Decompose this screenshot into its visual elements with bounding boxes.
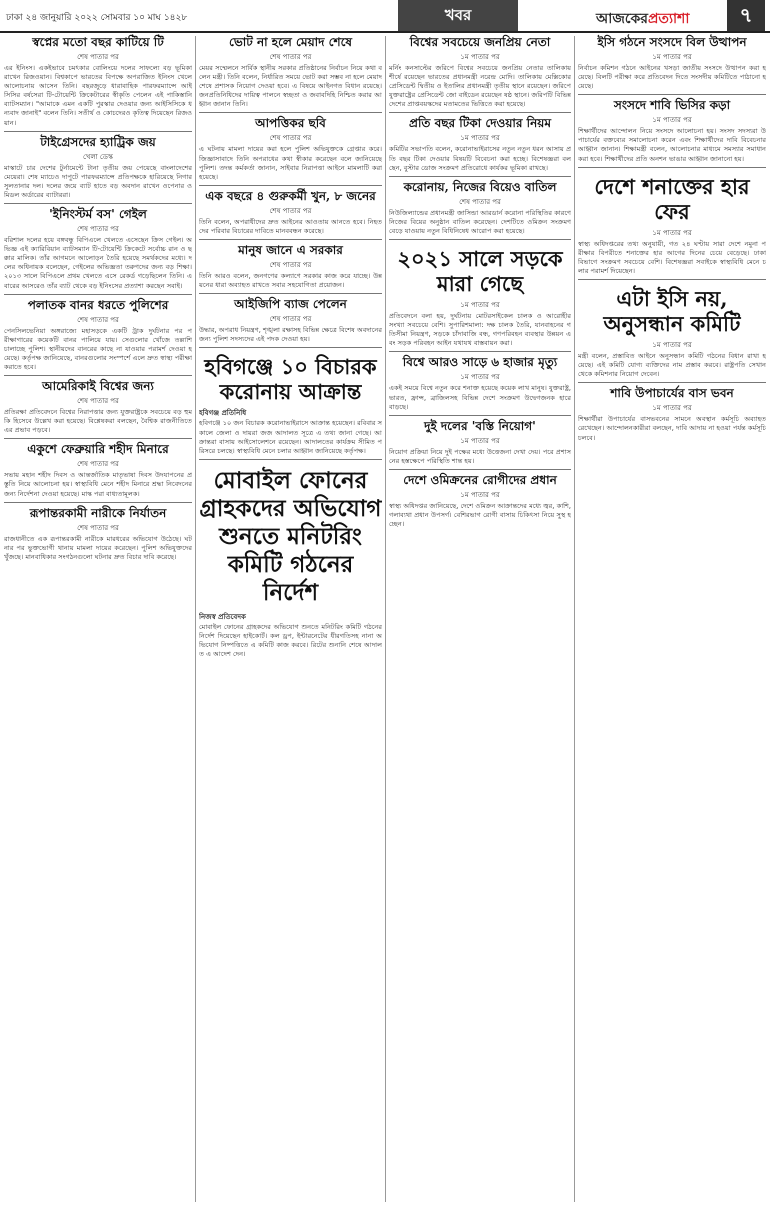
article (389, 176, 571, 236)
article-body: প্রতিরক্ষা প্রতিবেদনে বিশ্বের নিরাপত্তার জন্য যুক্তরাষ্ট্রকে সবচেয়ে বড় হুমকি হিসেবে উল্লেখ করা হয়েছে। বিশ্লেষকরা বলছেন, বৈশ্বিক রাজনীতিতে এর প্রভাব পড়বে। (4, 408, 192, 435)
article (199, 293, 382, 344)
continuation-note: ১ম পাতার পর (652, 404, 692, 413)
article-body: তিনি বলেন, অপরাধীদের দ্রুত আইনের আওতায় আনতে হবে। নিহতদের পরিবার বিচারের দাবিতে মানববন্ধন করেছে। (199, 217, 382, 235)
continuation-note: শেষ পাতার পর (269, 206, 312, 215)
article-body: নিয়োগ প্রক্রিয়া নিয়ে দুই পক্ষের মধ্যে উত্তেজনা দেখা দেয়। পরে প্রশাসনের হস্তক্ষেপে পরিস্থিতি শান্ত হয়। (389, 447, 571, 465)
article-headline: বিশ্বের সবচেয়ে জনপ্রিয় নেতা (409, 35, 551, 49)
column-divider (574, 36, 575, 1202)
article-headline: টাইগ্রেসদের হ্যাট্রিক জয় (40, 134, 156, 149)
continuation-note: শেষ পাতার পর (77, 523, 119, 532)
continuation-note: ১ম পাতার পর (460, 134, 500, 143)
article (199, 185, 382, 236)
article (389, 239, 571, 348)
article (199, 347, 382, 455)
header-date: ঢাকা ২৪ জানুয়ারি ২০২২ সোমবার ১০ মাঘ ১৪২৮ (6, 13, 188, 23)
article-headline: এক বছরে ৪ গুরুকর্মী খুন, ৮ জনের (205, 188, 376, 203)
article (578, 35, 766, 91)
article-headline: রূপান্তরকামী নারীকে নির্যাতন (29, 505, 167, 520)
article-headline: শাবি উপাচার্যের বাস ভবন (610, 386, 734, 401)
column-divider (385, 36, 386, 1202)
article-headline: সংসদে শাবি ভিসির কড়া (613, 98, 731, 113)
article-body: রাজধানীতে এক রূপান্তরকামী নারীকে মারধরের অভিযোগ উঠেছে। ঘটনার পর ভুক্তভোগী থানায় মামলা দায়ের করেছেন। পুলিশ অভিযুক্তদের খুঁজছে। মানবাধিকার সংগঠনগুলো ঘটনার দ্রুত বিচার দাবি করেছে। (4, 534, 192, 561)
column-2 (199, 34, 382, 1202)
continuation-note: ১ম পাতার পর (652, 228, 692, 237)
continuation-note: শেষ পাতার পর (77, 315, 119, 324)
continuation-note: শেষ পাতার পর (269, 134, 312, 143)
article-body: এ ঘটনায় মামলা দায়ের করা হলে পুলিশ অভিযুক্তকে গ্রেপ্তার করে। জিজ্ঞাসাবাদে তিনি অপরাধের কথা স্বীকার করেছেন বলে জানিয়েছে পুলিশ। তদন্ত কর্মকর্তা জানান, সাইবার নিরাপত্তা আইনে মামলাটি করা হয়েছে। (199, 145, 382, 181)
article-headline: দুই দলের 'বস্তি নিয়োগ' (424, 418, 536, 433)
article-body: প্রতিবেদনে বলা হয়, দুর্ঘটনায় মোটরসাইকেল চালক ও আরোহীর সংখ্যা সবচেয়ে বেশি। সুপারিশমালা: দক্ষ চালক তৈরি, যানবাহনের গতিসীমা নিয়ন্ত্রণ, সড়কে চাঁদাবাজি বন্ধ, গণপরিবহন ব্যবস্থার উন্নয়ন এবং সড়ক পরিবহন আইন যথাযথ বাস্তবায়ন করা। (389, 312, 571, 348)
article-headline: মোবাইল ফোনের গ্রাহকদের অভিযোগ শুনতে মনিটরিং কমিটি গঠনের নির্দেশ (199, 466, 382, 606)
article-body: মেয়র সম্মেলনে সার্বিক স্থানীয় সরকার প্রতিষ্ঠানের নির্বাচন নিয়ে কথা বলেন মন্ত্রী। তিনি বলেন, নির্ধারিত সময়ে ভোট করা সম্ভব না হলে মেয়াদ শেষে প্রশাসক নিয়োগ দেওয়া হবে। এ বিষয়ে আইনগত বিধান রয়েছে। জনপ্রতিনিধিদের দায়িত্ব পালনে স্বচ্ছতা ও জবাবদিহি নিশ্চিত করার আহ্বান জানান তিনি। (199, 64, 382, 109)
page-number: ৭ (727, 0, 765, 31)
article-headline: এটা ইসি নয়, অনুসন্ধান কমিটি (603, 286, 741, 337)
article (4, 375, 192, 435)
article-body: হবিগঞ্জে ১০ জন বিচারক করোনাভাইরাসে আক্রান্ত হয়েছেন। রবিবার সকালে জেলা ও দায়রা জজ আদালত সূত্রে এ তথ্য জানা গেছে। আক্রান্তরা বাসায় আইসোলেশনে রয়েছেন। আদালতের কার্যক্রম সীমিত পরিসরে চলছে। স্বাস্থ্যবিধি মেনে চলার আহ্বান জানিয়েছে কর্তৃপক্ষ। (199, 419, 382, 455)
article-body: মোবাইল ফোনের গ্রাহকদের অভিযোগ শুনতে মনিটরিং কমিটি গঠনের নির্দেশ দিয়েছেন হাইকোর্ট। কল ড্রপ, ইন্টারনেটের ধীরগতিসহ নানা অভিযোগ নিষ্পত্তিতে এ কমিটি কাজ করবে। রিটের শুনানি শেষে আদালত এ আদেশ দেন। (199, 622, 382, 659)
article-body: এর ইনিংস। একইভাবে চমৎকার বোলিংয়ে দলের সাফল্যে বড় ভূমিকা রাখেন রিজওয়ান। বিশ্বকাপে ভারতের বিপক্ষে অপরাজিত ইনিংস খেলে আলোচনায় আসেন তিনি। বছরজুড়ে ধারাবাহিক পারফরম্যান্সে আইসিসির বর্ষসেরা টি-টোয়েন্টি ক্রিকেটারের স্বীকৃতি পেলেন এই পাকিস্তানি ব্যাটসম্যান। "আমাকে এমন একটি পুরস্কার দেওয়ার জন্য আইসিসিকে ধন্যবাদ জানাই" বলেন তিনি। সতীর্থ ও কোচদেরও কৃতিত্ব দিয়েছেন রিজওয়ান। (4, 64, 192, 127)
article-body: একই সময়ে বিশ্বে নতুন করে শনাক্ত হয়েছে কয়েক লাখ মানুষ। যুক্তরাষ্ট্র, ভারত, ফ্রান্স, ব্রাজিলসহ বিভিন্ন দেশে সংক্রমণ উদ্বেগজনক হারে বাড়ছে। (389, 384, 571, 411)
article-body: সভায় মহান শহীদ দিবস ও আন্তর্জাতিক মাতৃভাষা দিবস উদযাপনের প্রস্তুতি নিয়ে আলোচনা হয়। স্বাস্থ্যবিধি মেনে শহীদ মিনারে শ্রদ্ধা নিবেদনের জন্য নির্দেশনা দেওয়া হয়েছে। মাস্ক পরা বাধ্যতামূলক। (4, 471, 192, 498)
continuation-note: ১ম পাতার পর (460, 490, 500, 499)
article (199, 459, 382, 659)
column-4 (578, 34, 766, 1202)
article-body: মন্ত্রী বলেন, প্রস্তাবিত আইনে অনুসন্ধান কমিটি গঠনের বিধান রাখা হয়েছে। এই কমিটি যোগ্য ব্যক্তিদের নাম প্রস্তাব করবে। রাষ্ট্রপতি সেখান থেকে কমিশনার নিয়োগ দেবেন। (578, 352, 766, 379)
section-label: খবর (398, 0, 518, 31)
article-headline: 'ইনিংস্টর্ম বস' গেইল (49, 207, 147, 222)
article (578, 382, 766, 442)
page-header (0, 0, 770, 31)
article-byline: হবিগঞ্জ প্রতিনিধি (199, 409, 247, 418)
article (389, 415, 571, 466)
article-body: স্বাস্থ্য অধিদপ্তর জানিয়েছে, দেশে ওমিক্রন আক্রান্তদের মধ্যে জ্বর, কাশি, গলাব্যথা প্রধান উপসর্গ। বেশিরভাগ রোগী বাসায় চিকিৎসা নিয়ে সুস্থ হচ্ছেন। (389, 501, 571, 529)
continuation-note: খেলা ডেস্ক (83, 152, 113, 161)
article-body: নিউজিল্যান্ডের প্রধানমন্ত্রী জাসিন্ডা আরডার্ন করোনা পরিস্থিতির কারণে নিজের বিয়ের অনুষ্ঠান বাতিল করেছেন। দেশটিতে ওমিক্রন সংক্রমণ বেড়ে যাওয়ায় নতুন বিধিনিষেধ আরোপ করা হয়েছে। (389, 208, 571, 235)
article (389, 35, 571, 109)
article (4, 294, 192, 372)
article-headline: ভোট না হলে মেয়াদ শেষে (228, 35, 353, 49)
article-body: বরিশাল দলের হয়ে বঙ্গবন্ধু বিপিএলে খেলতে এসেছেন ক্রিস গেইল। অভিজ্ঞ এই ক্যারিবিয়ান ব্যাটসম্যান টি-টোয়েন্টি ক্রিকেটে সর্বোচ্চ রান ও ছক্কার মালিক। তাঁর আগমনে আলোড়ন তৈরি হয়েছে সমর্থকদের মধ্যে। দলের অধিনায়ক বলেছেন, গেইলের অভিজ্ঞতা তরুণদের জন্য বড় শিক্ষা। ২০১৩ সালে বিপিএলে প্রথম খেলতে এসে রেকর্ড গড়েছিলেন তিনি। এবারের আসরেও তাঁর ব্যাট থেকে বড় ইনিংসের প্রত্যাশা করছেন সবাই। (4, 236, 192, 290)
continuation-note: ১ম পাতার পর (460, 373, 500, 382)
continuation-note: শেষ পাতার পর (77, 225, 119, 234)
continuation-note: ১ম পাতার পর (652, 53, 692, 61)
article-body: উদ্ধার, অপরাধ নিয়ন্ত্রণ, শৃঙ্খলা রক্ষাসহ বিভিন্ন ক্ষেত্রে বিশেষ অবদানের জন্য পুলিশ সদস্যদের এই পদক দেওয়া হয়। (199, 326, 382, 344)
article (389, 469, 571, 529)
article-headline: আমেরিকাই বিশ্বের জন্য (42, 379, 154, 394)
article (4, 131, 192, 200)
article (4, 502, 192, 562)
continuation-note: শেষ পাতার পর (269, 53, 312, 61)
article (578, 279, 766, 379)
article-headline: দেশে শনাক্তের হার ফের (594, 173, 750, 224)
article-headline: করোনায়, নিজের বিয়েও বাতিল (403, 179, 557, 194)
header-rule (0, 31, 770, 33)
continuation-note: শেষ পাতার পর (77, 397, 119, 406)
article (389, 351, 571, 411)
article (199, 239, 382, 290)
continuation-note: ১ম পাতার পর (460, 53, 500, 61)
article-headline: আপত্তিকর ছবি (255, 116, 326, 131)
article (4, 203, 192, 291)
article-body: কমিটির সভাপতি বলেন, করোনাভাইরাসের নতুন নতুন ধরন আসায় প্রতি বছর টিকা দেওয়ার বিষয়টি বিবেচনা করা হচ্ছে। বিশেষজ্ঞরা বলছেন, বুস্টার ডোজ সংক্রমণ প্রতিরোধে কার্যকর ভূমিকা রাখছে। (389, 145, 571, 172)
article-headline: মানুষ জানে এ সরকার (238, 243, 343, 258)
article-byline: নিজস্ব প্রতিবেদক (199, 612, 246, 621)
article-body: নির্বাচন কমিশন গঠনে আইনের খসড়া জাতীয় সংসদে উত্থাপন করা হয়েছে। বিলটি পরীক্ষা করে প্রতিবেদন দিতে সংসদীয় কমিটিতে পাঠানো হয়েছে। (578, 64, 766, 91)
newspaper-name (596, 7, 689, 31)
continuation-note: ১ম পাতার পর (460, 301, 500, 310)
article-headline: ২০২১ সালে সড়কে মারা গেছে (397, 246, 563, 297)
article-headline: হবিগঞ্জে ১০ বিচারক করোনায় আক্রান্ত (204, 354, 377, 405)
article (199, 112, 382, 181)
article-body: পেনসিলভেনিয়া অঙ্গরাজ্যে মহাসড়কে একটি ট্রাক দুর্ঘটনার পর পরীক্ষাগারের কয়েকটি বানর পালিয়ে যায়। সেগুলোর খোঁজে তল্লাশি চালাচ্ছে পুলিশ। স্থানীয়দের বানরের কাছে না যাওয়ার পরামর্শ দেওয়া হয়েছে। কর্তৃপক্ষ জানিয়েছে, বানরগুলোর সংস্পর্শে এলে দ্রুত স্বাস্থ্য পরীক্ষা করাতে হবে। (4, 326, 192, 371)
article-headline: স্বপ্নের মতো বছর কাটিয়ে টি (32, 35, 164, 49)
article-headline: আইজিপি ব্যাজ পেলেন (234, 297, 347, 312)
article-headline: ইসি গঠনে সংসদে বিল উত্থাপন (597, 35, 747, 49)
continuation-note: শেষ পাতার পর (459, 197, 501, 206)
article-headline: প্রতি বছর টিকা দেওয়ার নিয়ম (409, 116, 551, 131)
article-body: স্বাস্থ্য অধিদপ্তরের তথ্য অনুযায়ী, গত ২৪ ঘণ্টায় সারা দেশে নমুনা পরীক্ষার বিপরীতে শনাক্তের হার আগের দিনের চেয়ে বেড়েছে। ঢাকা বিভাগে সংক্রমণ সবচেয়ে বেশি। বিশেষজ্ঞরা সবাইকে স্বাস্থ্যবিধি মেনে চলার পরামর্শ দিয়েছেন। (578, 239, 766, 275)
continuation-note: শেষ পাতার পর (269, 261, 312, 270)
newspaper-name-accent: প্রত্যাশা (647, 11, 690, 27)
continuation-note: ১ম পাতার পর (652, 116, 692, 125)
column-3 (389, 34, 571, 1202)
continuation-note: শেষ পাতার পর (77, 460, 119, 469)
article-body: মাস্কাটে চার দেশের টুর্নামেন্টে টানা তৃতীয় জয় পেয়েছে বাংলাদেশের মেয়েরা। শেষ ম্যাচেও দাপুটে পারফরম্যান্সে প্রতিপক্ষকে হারিয়েছে নিগার সুলতানার দল। দলের জয়ে ব্যাট হাতে বড় অবদান রাখেন ওপেনার ও মিডল অর্ডারের ব্যাটাররা। (4, 163, 192, 199)
article (199, 35, 382, 109)
article (578, 94, 766, 163)
column-divider (195, 36, 196, 1202)
article-body: তিনি আরও বলেন, জনগণের কল্যাণে সরকার কাজ করে যাচ্ছে। উন্নয়নের ধারা অব্যাহত রাখতে সবার সহযোগিতা প্রয়োজন। (199, 272, 382, 290)
article-headline: পলাতক বানর ধরতে পুলিশের (27, 297, 169, 312)
article-headline: একুশে ফেব্রুয়ারি শহীদ মিনারে (27, 442, 169, 457)
article (578, 167, 766, 276)
continuation-note: শেষ পাতার পর (269, 315, 312, 324)
column-1 (4, 34, 192, 1202)
article (389, 112, 571, 172)
article-body: শিক্ষার্থীরা উপাচার্যের বাসভবনের সামনে অবস্থান কর্মসূচি অব্যাহত রেখেছেন। আন্দোলনকারীরা বলছেন, দাবি আদায় না হওয়া পর্যন্ত কর্মসূচি চলবে। (578, 415, 766, 442)
article-body: শিক্ষার্থীদের আন্দোলন নিয়ে সংসদে আলোচনা হয়। সংসদ সদস্যরা উপাচার্যের বক্তব্যের সমালোচনা করেন এবং শিক্ষার্থীদের দাবি বিবেচনার আহ্বান জানান। শিক্ষামন্ত্রী বলেন, আলোচনার মাধ্যমে সমস্যার সমাধান করা হবে। শিক্ষার্থীদের প্রতি অনশন ভাঙার আহ্বান জানানো হয়। (578, 127, 766, 163)
article-body: মর্নিং কনসাল্টের জরিপে বিশ্বের সবচেয়ে জনপ্রিয় নেতার তালিকায় শীর্ষে রয়েছেন ভারতের প্রধানমন্ত্রী নরেন্দ্র মোদি। তালিকায় মেক্সিকোর প্রেসিডেন্ট দ্বিতীয় ও ইতালির প্রধানমন্ত্রী তৃতীয় স্থানে রয়েছেন। জরিপে যুক্তরাষ্ট্রের প্রেসিডেন্ট জো বাইডেন রয়েছেন ষষ্ঠ স্থানে। জরিপটি বিভিন্ন দেশের প্রাপ্তবয়স্কদের মতামতের ভিত্তিতে করা হয়েছে। (389, 64, 571, 109)
newspaper-name-main: আজকের (596, 11, 648, 27)
article-headline: দেশে ওমিক্রনের রোগীদের প্রধান (403, 472, 557, 487)
article (4, 35, 192, 128)
article-headline: বিশ্বে আরও সাড়ে ৬ হাজার মৃত্যু (402, 355, 558, 370)
article (4, 438, 192, 498)
continuation-note: শেষ পাতার পর (77, 53, 119, 61)
continuation-note: ১ম পাতার পর (652, 341, 692, 350)
continuation-note: ১ম পাতার পর (460, 436, 500, 445)
